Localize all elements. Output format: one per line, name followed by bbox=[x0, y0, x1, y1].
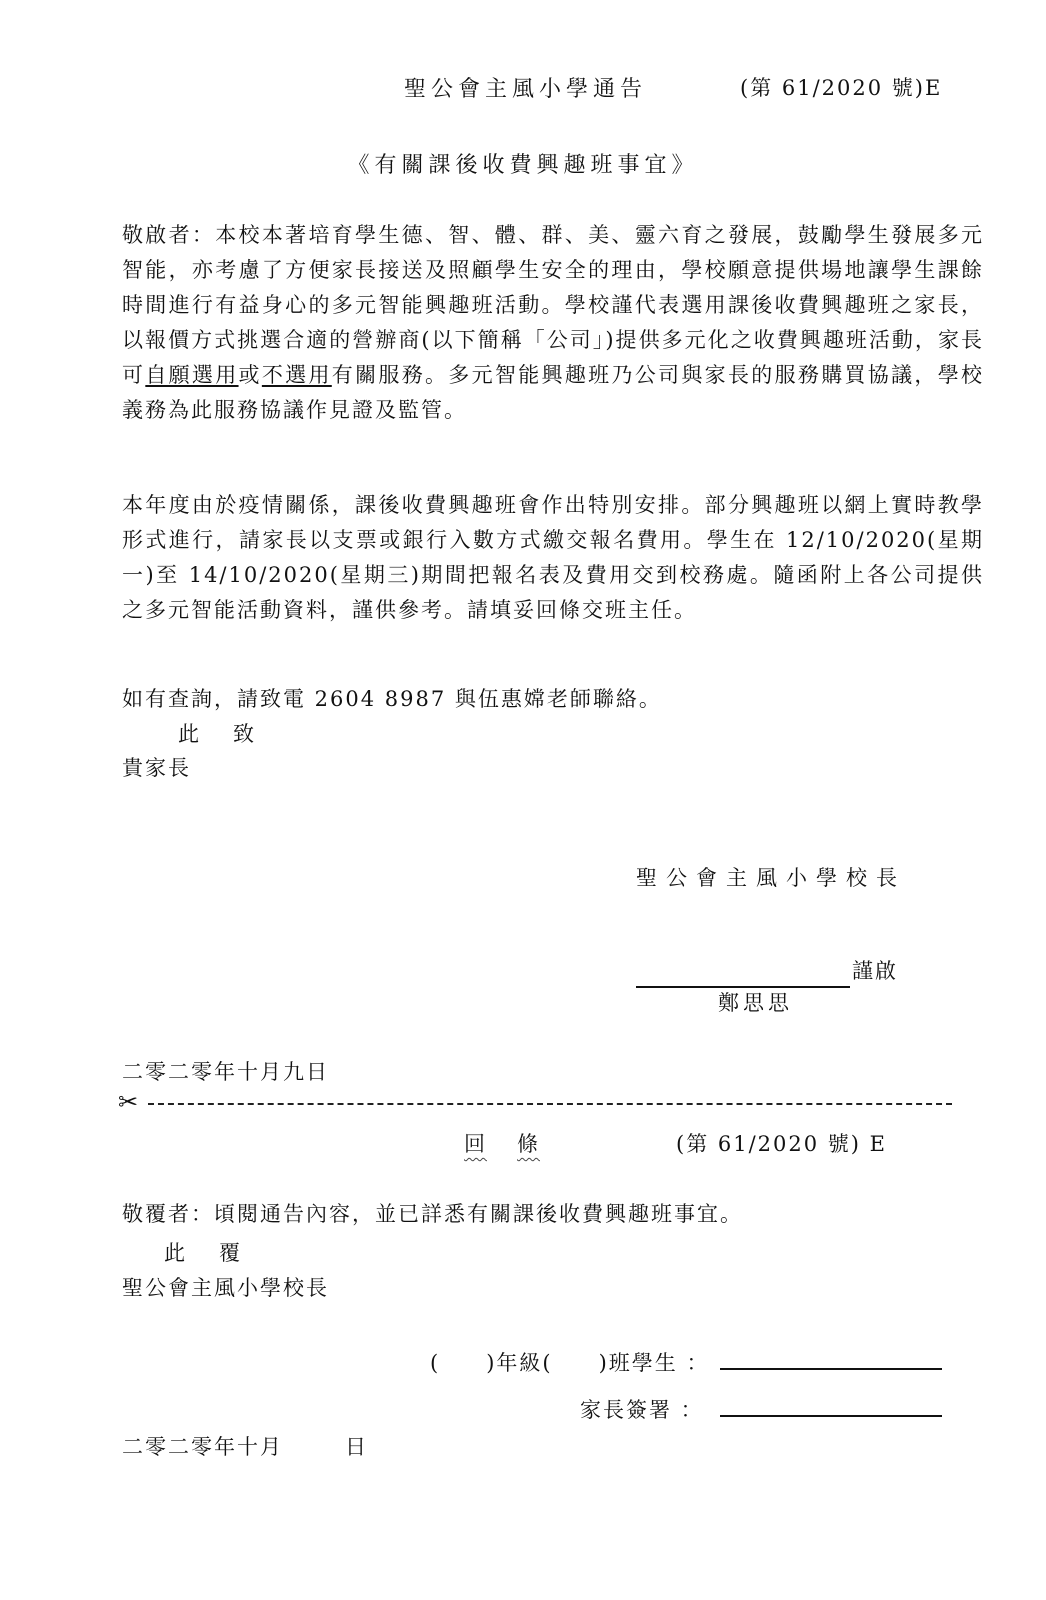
reply-closing-word-2: 覆 bbox=[219, 1241, 240, 1265]
para1-text-or: 或 bbox=[238, 363, 262, 387]
notice-subject: 《有關課後收費興趣班事宜》 bbox=[347, 153, 699, 178]
para1-underline-opt-out: 不選用 bbox=[261, 363, 332, 387]
para1-text-b: 有關服務。多元智能興趣班乃公司與家長的服務購買協議，學校義務為此服務協議作見證及監管。 bbox=[122, 363, 985, 422]
closing-word-2: 致 bbox=[233, 722, 254, 746]
notice-date: 二零二零年十月九日 bbox=[122, 1060, 329, 1084]
respectfully-text: 謹啟 bbox=[852, 959, 898, 983]
parent-signature-label: 家長簽署 ： bbox=[580, 1398, 704, 1422]
reply-date bbox=[122, 1431, 368, 1461]
dashed-divider bbox=[148, 1103, 952, 1105]
reply-title-char-2: 條 bbox=[517, 1132, 540, 1156]
body-paragraph-2: 本年度由於疫情關係，課後收費興趣班會作出特別安排。部分興趣班以網上實時教學形式進行，請家長以支票或銀行入數方式繳交報名費用。學生在 12/10/2020(星期一)至 14/10/2020(星期三)期間把報名表及費用交到校務處。隨函附上各公司提供之多元智能活動資料，謹供參考。請填妥回條交班主任。 bbox=[122, 493, 984, 622]
reply-title-char-1: 回 bbox=[464, 1132, 487, 1156]
principal-name: 鄭思思 bbox=[718, 991, 793, 1015]
reply-closing-word-1: 此 bbox=[164, 1241, 185, 1265]
student-name-field[interactable] bbox=[720, 1368, 942, 1370]
reply-closing-phrase bbox=[164, 1237, 240, 1267]
reply-slip-title bbox=[464, 1128, 540, 1158]
para1-text-a: 敬啟者：本校本著培育學生德、智、體、群、美、靈六育之發展，鼓勵學生發展多元智能，亦考慮了方便家長接送及照顧學生安全的理由，學校願意提供場地讓學生課餘時間進行有益身心的多元智能興趣班活動。學校謹代表選用課後收費興趣班之家長，以報價方式挑選合適的營辦商(以下簡稱「公司」)提供多元化之收費興趣班活動，家長可 bbox=[122, 223, 984, 387]
enquiry-line: 如有查詢，請致電 2604 8987 與伍惠嫦老師聯絡。 bbox=[122, 687, 662, 711]
notice-number: (第 61/2020 號)E bbox=[740, 76, 943, 100]
principal-title: 聖公會主風小學校長 bbox=[636, 866, 906, 890]
addressee: 貴家長 bbox=[122, 756, 191, 780]
para1-underline-opt-in: 自願選用 bbox=[145, 363, 239, 387]
school-notice-title: 聖公會主風小學通告 bbox=[404, 77, 648, 102]
reply-notice-number: (第 61/2020 號) E bbox=[676, 1132, 887, 1156]
grade-class-label: ( )年級( )班學生 ： bbox=[430, 1351, 710, 1375]
reply-body: 敬覆者：頃閱通告內容，並已詳悉有關課後收費興趣班事宜。 bbox=[122, 1202, 743, 1226]
cut-line bbox=[118, 1088, 952, 1118]
body-paragraph-1 bbox=[122, 218, 984, 428]
scissors-icon: ✂ bbox=[118, 1088, 139, 1116]
reply-date-day: 日 bbox=[345, 1435, 368, 1459]
reply-addressee: 聖公會主風小學校長 bbox=[122, 1276, 329, 1300]
parent-signature-field[interactable] bbox=[720, 1415, 942, 1417]
closing-phrase bbox=[178, 718, 254, 748]
closing-word-1: 此 bbox=[178, 722, 199, 746]
reply-date-prefix: 二零二零年十月 bbox=[122, 1435, 283, 1459]
